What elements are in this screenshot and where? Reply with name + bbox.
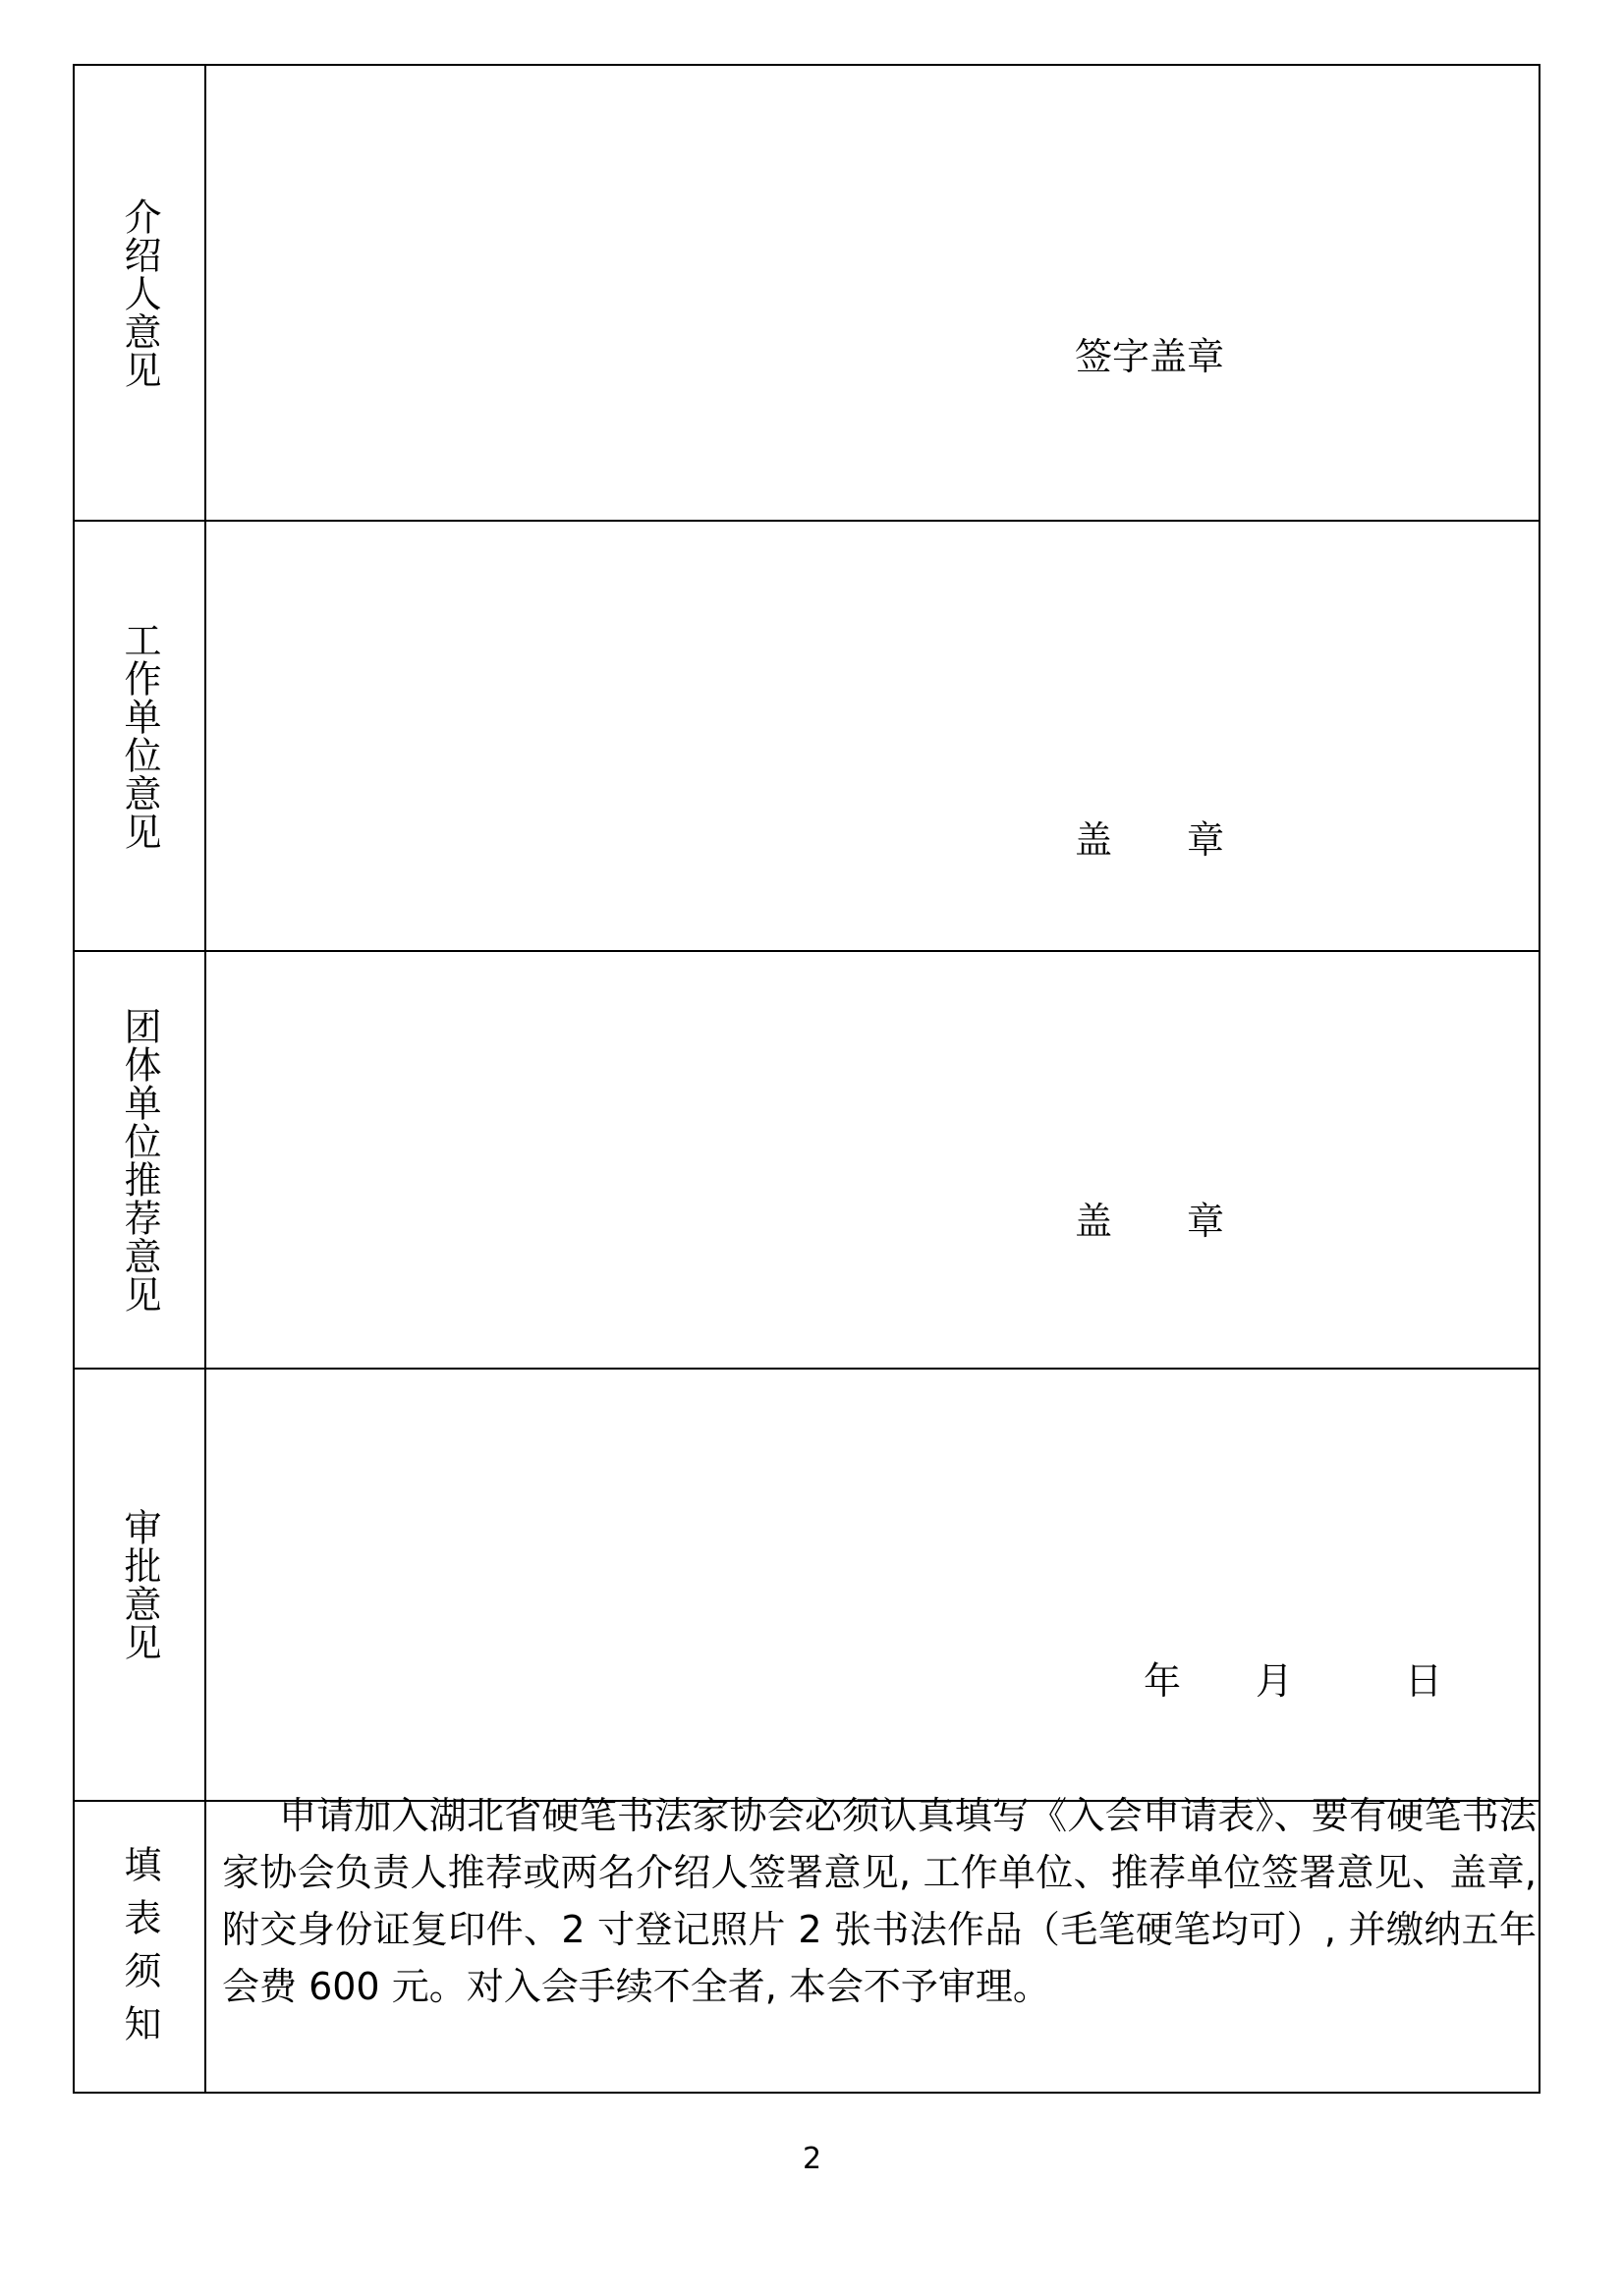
referrer-opinion-label: 介绍人意见 xyxy=(118,196,161,389)
approval-opinion-label: 审批意见 xyxy=(118,1508,161,1661)
approval-opinion-field[interactable] xyxy=(206,1370,1539,1800)
signature-seal-text: 签字盖章 xyxy=(1075,335,1225,378)
employer-opinion-field[interactable] xyxy=(206,522,1539,950)
organization-recommendation-label-cell xyxy=(75,952,206,1368)
filling-instructions-label-cell xyxy=(75,1802,206,2092)
referrer-opinion-row xyxy=(75,66,1539,522)
employer-opinion-label-cell xyxy=(75,522,206,950)
referrer-opinion-label-cell xyxy=(75,66,206,520)
organization-recommendation-field[interactable] xyxy=(206,952,1539,1368)
organization-recommendation-label: 团体单位推荐意见 xyxy=(118,1006,161,1314)
approval-opinion-label-cell xyxy=(75,1370,206,1800)
page-number: 2 xyxy=(802,2142,822,2176)
employer-seal-text: 盖 章 xyxy=(1075,818,1225,862)
approval-date-text: 年 月 日 xyxy=(1144,1659,1443,1703)
employer-opinion-row xyxy=(75,522,1539,952)
filling-instructions-text: 申请加入湖北省硬笔书法家协会必须认真填写《入会申请表》、要有硬笔书法家协会负责人推荐或两名介绍人签署意见, 工作单位、推荐单位签署意见、盖章, 附交身份证复印件、2 寸登记照片 2 张书法作品（毛笔硬笔均可）, 并缴纳五年会费 600 元。对入会手续不全者, 本会不予审理。 xyxy=(222,1794,1537,2008)
employer-opinion-label: 工作单位意见 xyxy=(118,621,161,851)
approval-opinion-row xyxy=(75,1370,1539,1802)
organization-seal-text: 盖 章 xyxy=(1075,1200,1225,1243)
filling-instructions-label: 填表须知 xyxy=(118,1844,161,2057)
referrer-opinion-field[interactable] xyxy=(206,66,1539,520)
organization-recommendation-row xyxy=(75,952,1539,1370)
